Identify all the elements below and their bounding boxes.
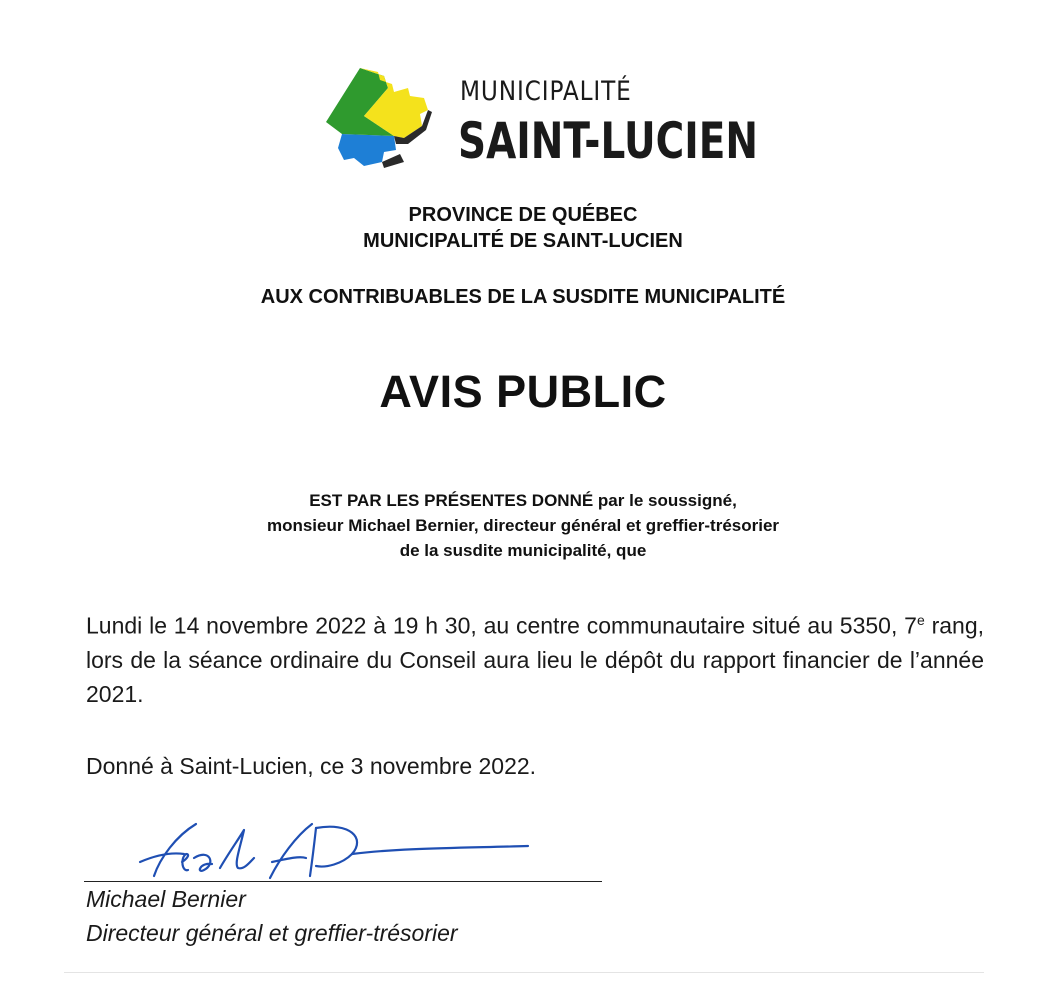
handwritten-signature-icon	[120, 818, 540, 890]
body-text-part-2: rang, lors de la séance ordinaire du Conseil aura lieu le dépôt du rapport financier de l’année 2021.	[86, 612, 984, 707]
logo-label-municipalite: MUNICIPALITÉ	[460, 76, 632, 107]
given-date-line: Donné à Saint-Lucien, ce 3 novembre 2022.	[86, 753, 537, 779]
municipality-heading: MUNICIPALITÉ DE SAINT-LUCIEN	[363, 230, 683, 252]
intro-line-1: EST PAR LES PRÉSENTES DONNÉ par le soussigné,	[309, 491, 737, 510]
municipality-logo-icon	[324, 66, 434, 170]
logo-label-saint-lucien: SAINT-LUCIEN	[458, 112, 759, 170]
body-superscript: e	[916, 612, 925, 628]
addressee-heading: AUX CONTRIBUABLES DE LA SUSDITE MUNICIPALITÉ	[260, 286, 786, 308]
notice-body	[86, 603, 984, 711]
body-text-part-1: Lundi le 14 novembre 2022 à 19 h 30, au centre communautaire situé au 5350, 7	[86, 612, 917, 639]
signature-line	[84, 881, 602, 882]
header-block	[0, 202, 1046, 254]
signatory-name: Michael Bernier	[86, 886, 246, 912]
bottom-divider	[64, 972, 984, 973]
intro-paragraph	[0, 488, 1046, 563]
province-heading: PROVINCE DE QUÉBEC	[408, 204, 638, 226]
intro-line-2: monsieur Michael Bernier, directeur général et greffier-trésorier	[266, 516, 780, 535]
signatory-title: Directeur général et greffier-trésorier	[86, 920, 458, 946]
intro-line-3: de la susdite municipalité, que	[399, 541, 647, 560]
notice-title: AVIS PUBLIC	[379, 366, 667, 417]
